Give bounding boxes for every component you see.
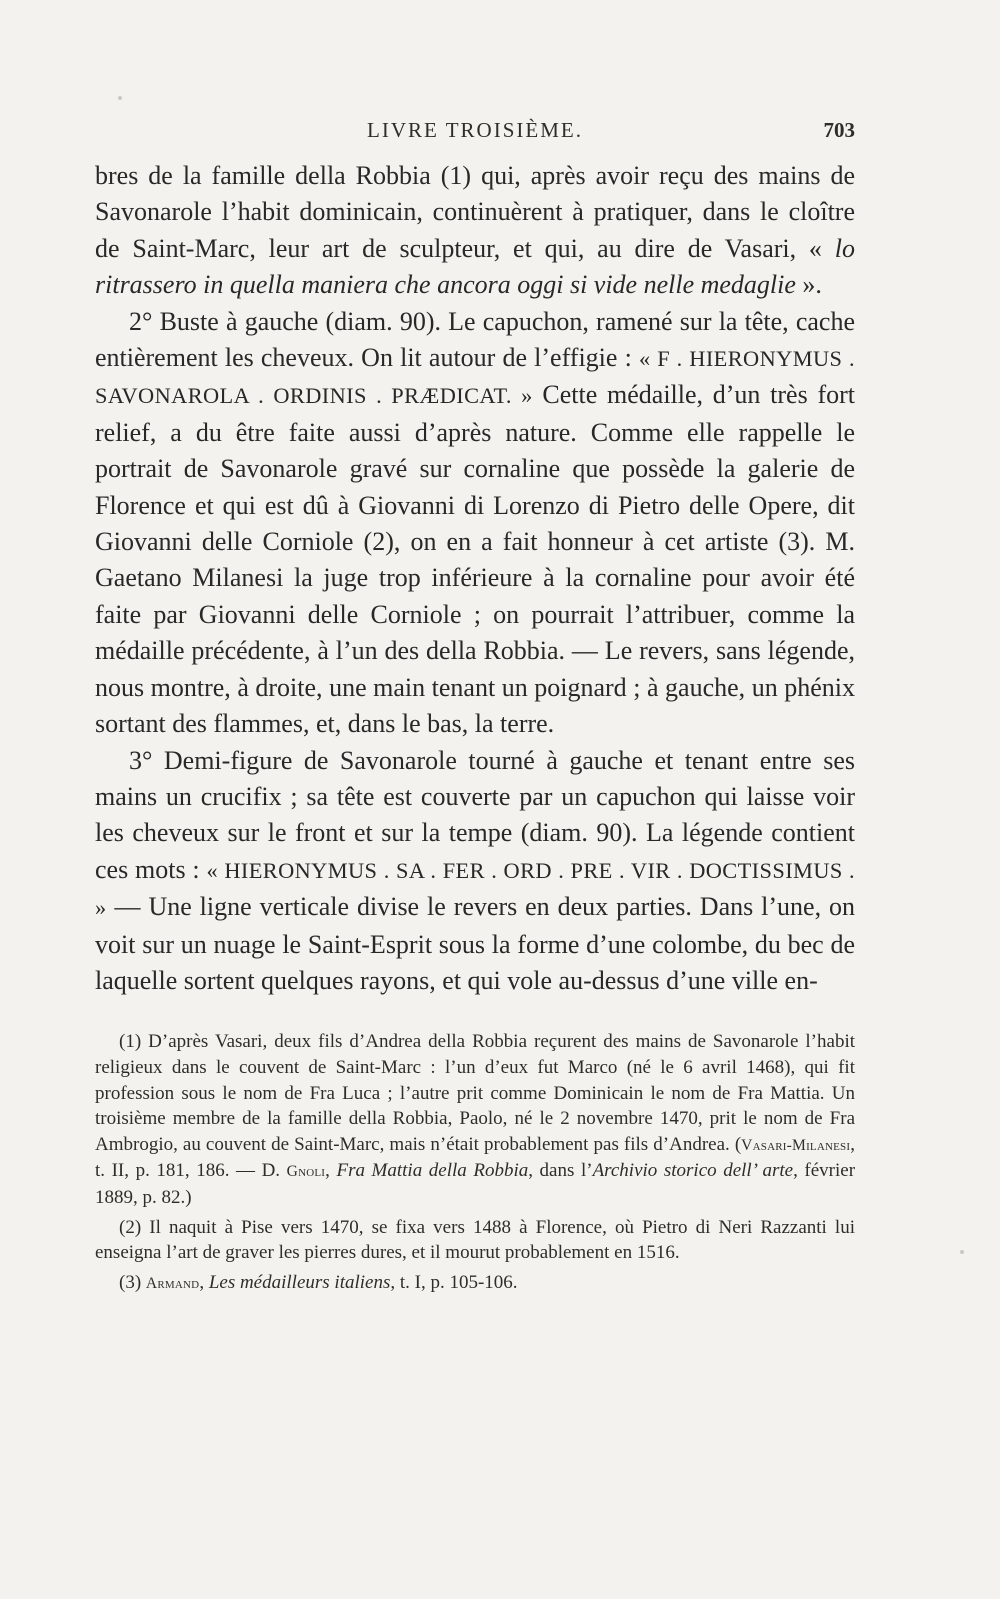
paragraph-3 [95, 743, 855, 1000]
footnote-text: (2) Il naquit à Pise vers 1470, se fixa vers 1488 à Florence, où Pietro di Neri Razzanti lui enseigna l’art de graver les pierres dures, et il mourut probablement en 1516. [95, 1216, 855, 1264]
work-title: Fra Mattia della Robbia [336, 1160, 529, 1182]
paper-speck [118, 96, 122, 100]
text-segment: Cette médaille, d’un très fort relief, a du être faite aussi d’après nature. Comme elle rappelle le portrait de Savonarole gravé sur cornaline que possède la galerie de Florence et qui est dû à Giovanni di Lorenzo di Pietro delle Opere, dit Giovanni delle Corniole (2), on en a fait honneur à cet artiste (3). M. Gaetano Milanesi la juge trop inférieure à la cornaline pour avoir été faite par Giovanni delle Corniole ; on pourrait l’attribuer, comme la médaille précédente, à l’un des della Robbia. — Le revers, sans légende, nous montre, à droite, une main tenant un poignard ; à gauche, un phénix sortant des flammes, et, dans le bas, la terre. [95, 380, 855, 739]
italian-quote: lo ritrassero in quella maniera che ancora oggi si vide nelle medaglie [95, 233, 855, 300]
text-segment: bres de la famille della Robbia (1) qui, après avoir reçu des mains de Savonarole l’habit dominicain, continuèrent à pratiquer, dans le cloître de Saint-Marc, leur art de sculpteur, et qui, au dire de Vasari, « [95, 161, 855, 263]
text-segment: 2° Buste à gauche (diam. 90). Le capuchon, ramené sur la tête, cache entièrement les cheveux. On lit autour de l’effigie : [95, 306, 855, 373]
footnote-text: (3) [119, 1271, 146, 1293]
paper-speck [960, 1250, 964, 1254]
footnote-text: , [325, 1160, 337, 1182]
text-segment: — Une ligne verticale divise le revers en deux parties. Dans l’une, on voit sur un nuage le Saint-Esprit sous la forme d’une colombe, du bec de laquelle sortent quelques rayons, et qui vole au-dessus d’une ville en- [95, 892, 855, 995]
work-title: Les médailleurs italiens [208, 1271, 391, 1293]
text-segment: ». [795, 270, 822, 300]
footnotes [95, 1029, 855, 1296]
footnote-text: , t. II, p. 181, 186. — D. [95, 1133, 855, 1182]
footnote-1 [95, 1029, 855, 1210]
footnote-2 [95, 1215, 855, 1266]
footnote-text: , février 1889, p. 82.) [95, 1160, 856, 1208]
footnote-text: , dans l’ [528, 1160, 593, 1182]
paragraph-2 [95, 304, 855, 743]
author-name: Armand [145, 1274, 200, 1292]
running-head [95, 110, 855, 150]
page-content [95, 110, 855, 1300]
author-name: Vasari-Milanesi [741, 1136, 851, 1154]
text-segment: 3° Demi-figure de Savonarole tourné à gauche et tenant entre ses mains un crucifix ; sa tête est couverte par un capuchon qui laisse voir les cheveux sur le front et sur la tempe (diam. 90). La légende contient ces mots : [95, 745, 855, 884]
footnote-text: , t. I, p. 105-106. [390, 1271, 518, 1293]
author-name: Gnoli [286, 1163, 326, 1181]
journal-title: Archivio storico dell’ arte [592, 1160, 794, 1182]
paragraph-1 [95, 158, 855, 304]
footnote-text: , [199, 1271, 209, 1293]
footnote-text: (1) D’après Vasari, deux fils d’Andrea della Robbia reçurent des mains de Savonarole l’habit religieux dans le couvent de Saint-Marc : l’un d’eux fut Marco (né le 6 avril 1468), qui fit profession sous le nom de Fra Luca ; l’autre prit comme Dominicain le nom de Fra Mattia. Un troisième membre de la famille della Robbia, Paolo, né le 2 novembre 1470, prit le nom de Fra Ambrogio, au couvent de Saint-Marc, mais n’était probablement pas fils d’Andrea. ( [95, 1031, 855, 1155]
running-title: LIVRE TROISIÈME. [367, 118, 583, 142]
medal-legend: « HIERONYMUS . SA . FER . ORD . PRE . VIR . DOCTISSIMUS . » [95, 857, 856, 921]
footnote-3 [95, 1270, 855, 1297]
page-number: 703 [823, 118, 855, 142]
body-text [95, 158, 855, 999]
medal-legend: « F . HIERONYMUS . SAVONAROLA . ORDINIS . PRÆDICAT. » [95, 346, 855, 409]
